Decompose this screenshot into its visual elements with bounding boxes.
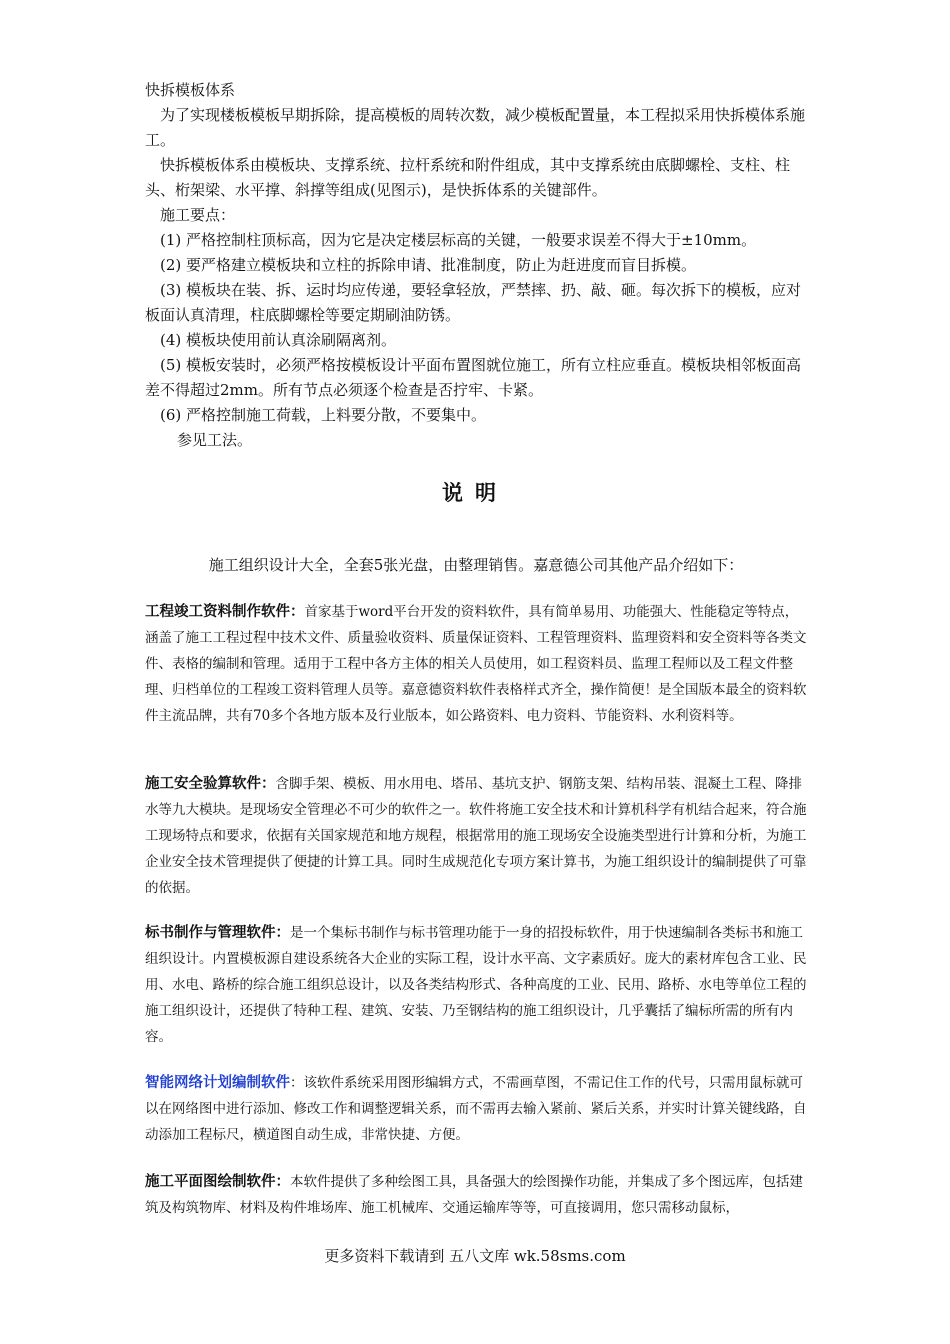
section-heading: 快拆模板体系: [145, 81, 236, 99]
list-item: (6) 严格控制施工荷载，上料要分散，不要集中。: [160, 406, 487, 424]
product-description: [145, 1070, 807, 1148]
page-title: 说明: [442, 480, 508, 505]
product-name: 标书制作与管理软件：: [145, 925, 290, 941]
product-text: 本软件提供了多种绘图工具，具备强大的绘图操作功能，并集成了多个图远库，包括建筑及构筑物库、材料及构件堆场库、施工机械库、交通运输库等等，可直接调用，您只需移动鼠标，: [145, 1174, 803, 1216]
product-name-link[interactable]: 智能网络计划编制软件: [145, 1075, 290, 1091]
product-description: [145, 1169, 807, 1221]
product-name: 施工平面图绘制软件：: [145, 1174, 290, 1190]
paragraph-components: 快拆模板体系由模板块、支撑系统、拉杆系统和附件组成，其中支撑系统由底脚螺栓、支柱、柱头、桁架梁、水平撑、斜撑等组成(见图示)，是快拆体系的关键部件。: [145, 156, 791, 199]
product-name: 施工安全验算软件：: [145, 776, 276, 792]
list-item: (1) 严格控制柱顶标高，因为它是决定楼层标高的关键，一般要求误差不得大于±10mm。: [160, 231, 757, 249]
product-description: [145, 920, 807, 1050]
product-text: 含脚手架、模板、用水用电、塔吊、基坑支护、钢筋支架、结构吊装、混凝土工程、降排水等九大模块。是现场安全管理必不可少的软件之一。软件将施工安全技术和计算机科学有机结合起来，符合施工现场特点和要求，依据有关国家规范和地方规程，根据常用的施工现场安全设施类型进行计算和分析，为施工企业安全技术管理提供了便捷的计算工具。同时生成规范化专项方案计算书，为施工组织设计的编制提供了可靠的依据。: [145, 776, 807, 896]
points-title: 施工要点：: [160, 206, 236, 224]
product-name: 工程竣工资料制作软件：: [145, 604, 305, 620]
list-item: (3) 模板块在装、拆、运时均应传递，要轻拿轻放，严禁摔、扔、敲、砸。每次拆下的模板，应对板面认真清理，柱底脚螺栓等要定期刷油防锈。: [145, 281, 802, 324]
product-text: 首家基于word平台开发的资料软件，具有简单易用、功能强大、性能稳定等特点，涵盖了施工工程过程中技术文件、质量验收资料、质量保证资料、工程管理资料、监理资料和安全资料等各类文件、表格的编制和管理。适用于工程中各方主体的相关人员使用，如工程资料员、监理工程师以及工程文件整理、归档单位的工程竣工资料管理人员等。嘉意德资料软件表格样式齐全，操作简便！是全国版本最全的资料软件主流品牌，共有70多个各地方版本及行业版本，如公路资料、电力资料、节能资料、水利资料等。: [145, 604, 807, 724]
page-footer: 更多资料下载请到 五八文库 wk.58sms.com: [324, 1247, 626, 1265]
list-item: (4) 模板块使用前认真涂刷隔离剂。: [160, 331, 397, 349]
construction-points-list: [145, 228, 807, 428]
product-description: [145, 771, 807, 901]
product-description: [145, 599, 807, 729]
paragraph-intro: 为了实现楼板模板早期拆除，提高模板的周转次数，减少模板配置量，本工程拟采用快拆模体系施工。: [145, 106, 806, 149]
product-text: 是一个集标书制作与标书管理功能于一身的招投标软件，用于快速编制各类标书和施工组织设计。内置模板源自建设系统各大企业的实际工程，设计水平高、文字素质好。庞大的素材库包含工业、民用、水电、路桥的综合施工组织总设计，以及各类结构形式、各种高度的工业、民用、路桥、水电等单位工程的施工组织设计，还提供了特种工程、建筑、安装、乃至钢结构的施工组织设计，几乎囊括了编标所需的所有内容。: [145, 925, 807, 1045]
product-text: ：该软件系统采用图形编辑方式，不需画草图，不需记住工作的代号，只需用鼠标就可以在网络图中进行添加、修改工作和调整逻辑关系，而不需再去输入紧前、紧后关系，并实时计算关键线路，自动添加工程标尺，横道图自动生成，非常快捷、方便。: [145, 1075, 807, 1143]
reference-note: 参见工法。: [177, 431, 253, 449]
list-item: (2) 要严格建立模板块和立柱的拆除申请、批准制度，防止为赶进度而盲目拆模。: [160, 256, 697, 274]
notice-intro: 施工组织设计大全，全套5张光盘，由整理销售。嘉意德公司其他产品介绍如下：: [208, 556, 744, 574]
list-item: (5) 模板安装时，必须严格按模板设计平面布置图就位施工，所有立柱应垂直。模板块相邻板面高差不得超过2mm。所有节点必须逐个检查是否拧牢、卡紧。: [145, 356, 802, 399]
